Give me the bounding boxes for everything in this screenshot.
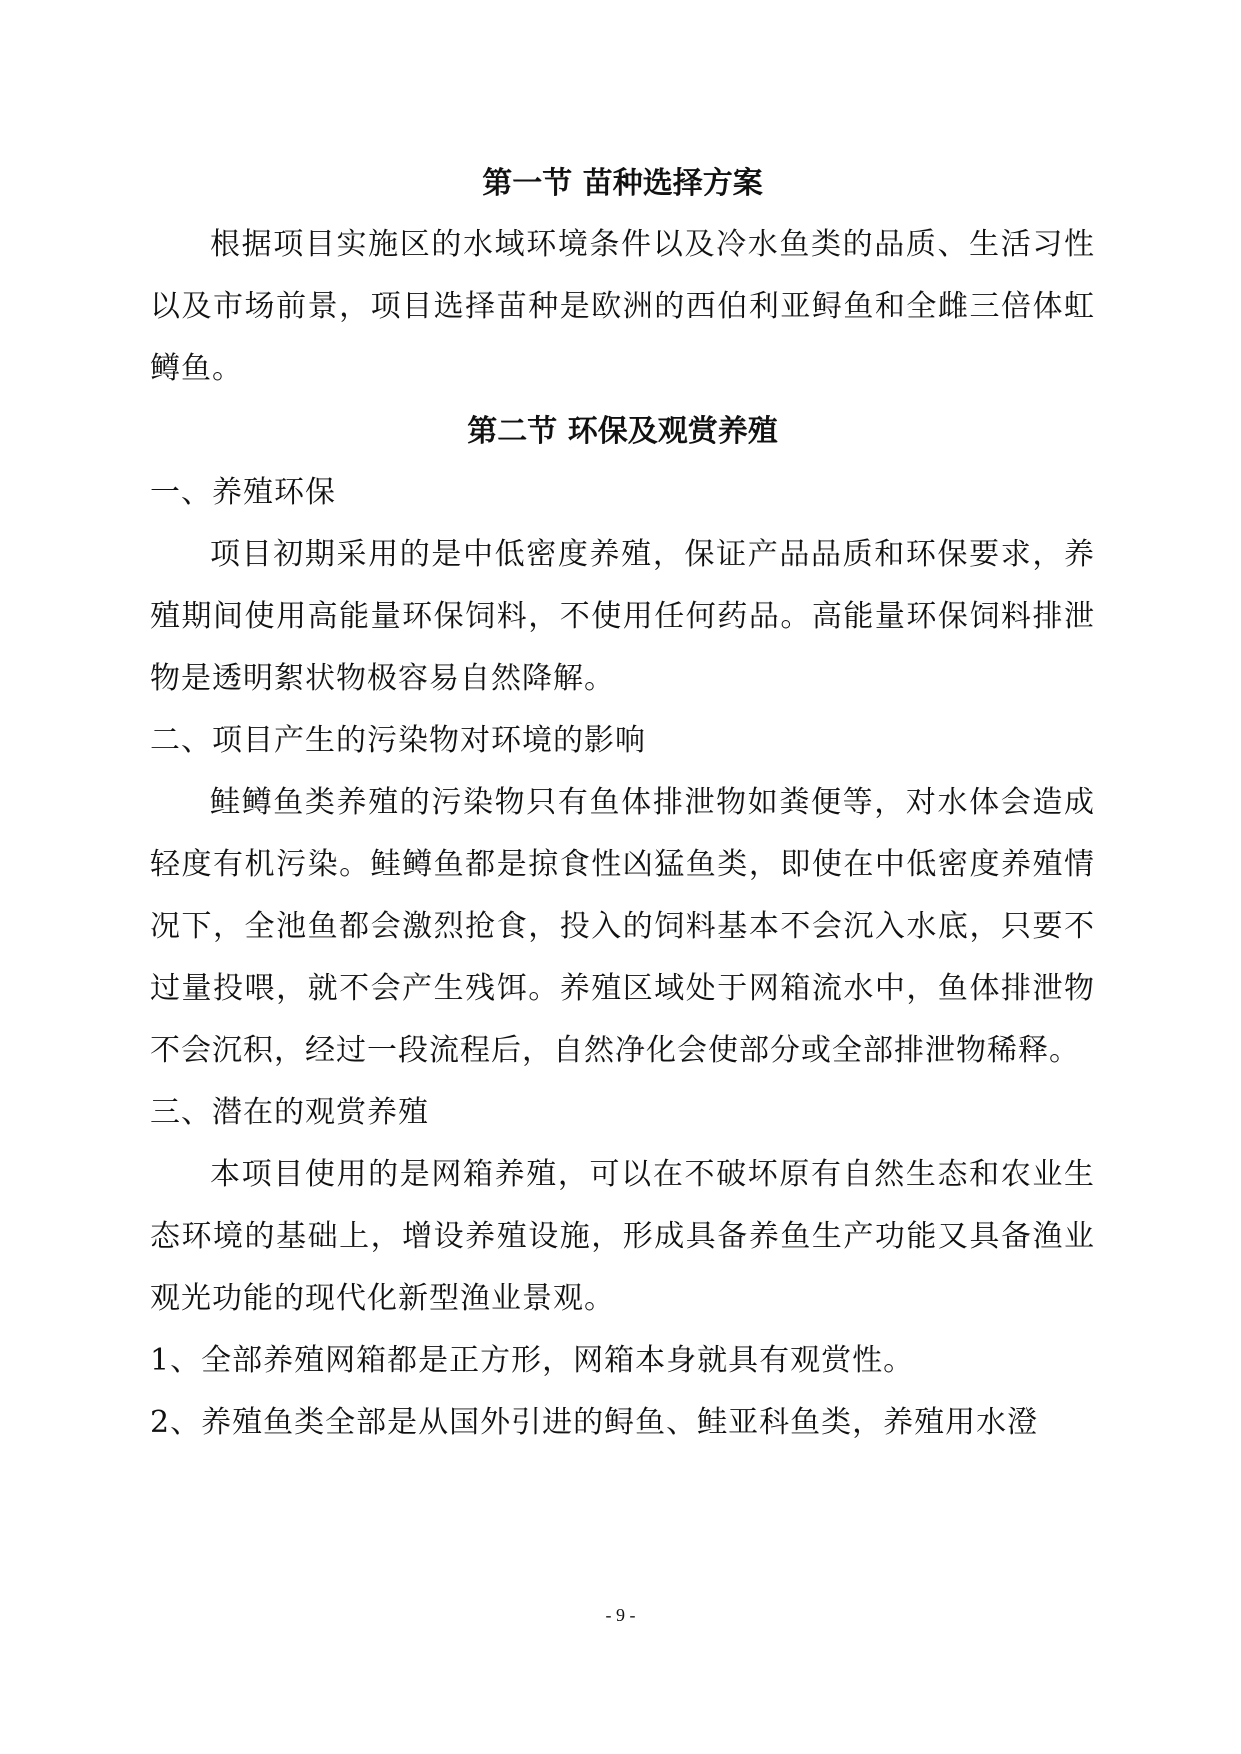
section-1-heading: 第一节 苗种选择方案	[482, 166, 763, 201]
subsection-3-paragraph: 本项目使用的是网箱养殖，可以在不破坏原有自然生态和农业生态环境的基础上，增设养殖设施，形成具备养鱼生产功能又具备渔业观光功能的现代化新型渔业景观。	[150, 1157, 1095, 1316]
subsection-3-title: 三、潜在的观赏养殖	[150, 1095, 429, 1130]
page-number: - 9 -	[605, 1605, 636, 1625]
list-item: 2、养殖鱼类全部是从国外引进的鲟鱼、鲑亚科鱼类，养殖用水澄	[150, 1405, 1039, 1440]
section-2-heading: 第二节 环保及观赏养殖	[467, 414, 778, 449]
subsection-1-title: 一、养殖环保	[150, 475, 336, 510]
list-item: 1、全部养殖网箱都是正方形，网箱本身就具有观赏性。	[150, 1343, 915, 1378]
section-1-paragraph: 根据项目实施区的水域环境条件以及冷水鱼类的品质、生活习性以及市场前景，项目选择苗种是欧洲的西伯利亚鲟鱼和全雌三倍体虹鳟鱼。	[150, 227, 1095, 386]
document-page	[150, 150, 1095, 1454]
subsection-2-paragraph: 鲑鳟鱼类养殖的污染物只有鱼体排泄物如粪便等，对水体会造成轻度有机污染。鲑鳟鱼都是掠食性凶猛鱼类，即使在中低密度养殖情况下，全池鱼都会激烈抢食，投入的饲料基本不会沉入水底，只要不过量投喂，就不会产生残饵。养殖区域处于网箱流水中，鱼体排泄物不会沉积，经过一段流程后，自然净化会使部分或全部排泄物稀释。	[150, 785, 1095, 1068]
subsection-2-title: 二、项目产生的污染物对环境的影响	[150, 723, 646, 758]
subsection-1-paragraph: 项目初期采用的是中低密度养殖，保证产品品质和环保要求，养殖期间使用高能量环保饲料，不使用任何药品。高能量环保饲料排泄物是透明絮状物极容易自然降解。	[150, 537, 1095, 696]
